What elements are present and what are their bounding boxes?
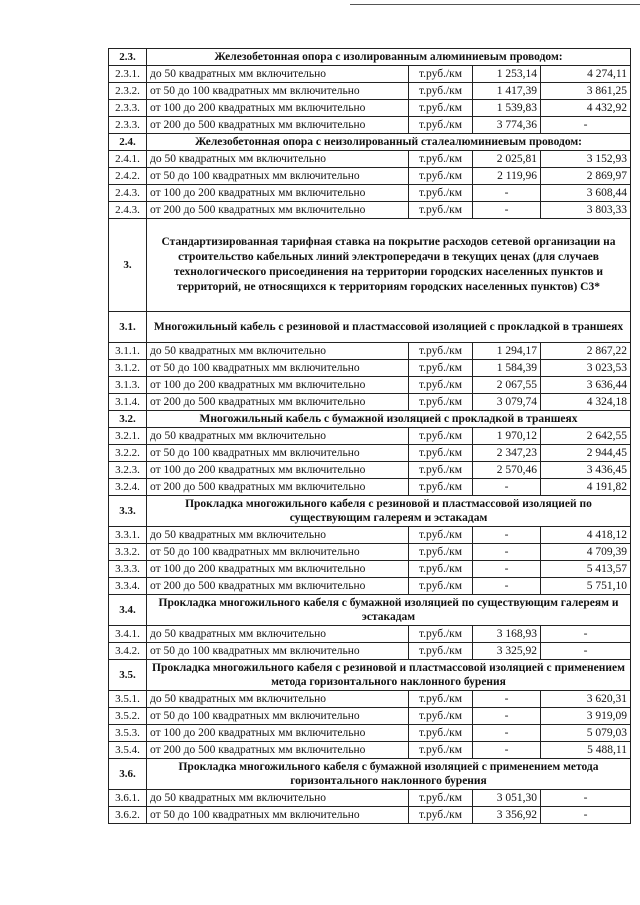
row-number: 2.3.3. xyxy=(109,100,147,117)
row-description: от 200 до 500 квадратных мм включительно xyxy=(147,202,409,219)
row-number: 3.2.4. xyxy=(109,479,147,496)
section-number: 3.5. xyxy=(109,660,147,691)
row-value-2: 3 861,25 xyxy=(541,83,631,100)
row-description: от 200 до 500 квадратных мм включительно xyxy=(147,742,409,759)
row-unit: т.руб./км xyxy=(409,807,473,824)
table-row xyxy=(109,807,631,824)
row-value-2: 3 436,45 xyxy=(541,462,631,479)
row-unit: т.руб./км xyxy=(409,691,473,708)
row-description: до 50 квадратных мм включительно xyxy=(147,343,409,360)
row-description: от 50 до 100 квадратных мм включительно xyxy=(147,544,409,561)
row-value-1: - xyxy=(473,578,541,595)
row-description: до 50 квадратных мм включительно xyxy=(147,428,409,445)
row-value-1: 1 294,17 xyxy=(473,343,541,360)
row-description: до 50 квадратных мм включительно xyxy=(147,527,409,544)
row-unit: т.руб./км xyxy=(409,117,473,134)
row-unit: т.руб./км xyxy=(409,360,473,377)
row-number: 3.1.4. xyxy=(109,394,147,411)
row-value-1: 3 079,74 xyxy=(473,394,541,411)
row-unit: т.руб./км xyxy=(409,394,473,411)
row-number: 2.3.1. xyxy=(109,66,147,83)
row-value-1: 1 417,39 xyxy=(473,83,541,100)
row-description: от 100 до 200 квадратных мм включительно xyxy=(147,725,409,742)
row-description: от 50 до 100 квадратных мм включительно xyxy=(147,708,409,725)
row-value-1: - xyxy=(473,185,541,202)
section-title: Железобетонная опора с неизолированный сталеалюминиевым проводом: xyxy=(147,134,631,151)
table-row xyxy=(109,643,631,660)
row-description: от 100 до 200 квадратных мм включительно xyxy=(147,561,409,578)
row-number: 2.4.1. xyxy=(109,151,147,168)
section-title: Прокладка многожильного кабеля с бумажной изоляцией с применением метода горизонтального наклонного бурения xyxy=(147,759,631,790)
table-row xyxy=(109,578,631,595)
section-title: Многожильный кабель с бумажной изоляцией с прокладкой в траншеях xyxy=(147,411,631,428)
table-row xyxy=(109,626,631,643)
section-number: 3.3. xyxy=(109,496,147,527)
section-header-row xyxy=(109,496,631,527)
row-description: до 50 квадратных мм включительно xyxy=(147,790,409,807)
section-number: 3. xyxy=(109,219,147,312)
row-description: от 100 до 200 квадратных мм включительно xyxy=(147,462,409,479)
tariff-table xyxy=(108,48,631,824)
row-unit: т.руб./км xyxy=(409,428,473,445)
row-unit: т.руб./км xyxy=(409,185,473,202)
table-row xyxy=(109,83,631,100)
tariff-table-body xyxy=(109,49,631,824)
row-unit: т.руб./км xyxy=(409,742,473,759)
row-value-2: 5 079,03 xyxy=(541,725,631,742)
row-value-2: 4 324,18 xyxy=(541,394,631,411)
table-row xyxy=(109,725,631,742)
section-title: Прокладка многожильного кабеля с бумажной изоляцией по существующим галереям и эстакадам xyxy=(147,595,631,626)
row-value-2: 4 274,11 xyxy=(541,66,631,83)
row-value-1: - xyxy=(473,561,541,578)
row-unit: т.руб./км xyxy=(409,343,473,360)
row-value-1: - xyxy=(473,725,541,742)
row-description: от 100 до 200 квадратных мм включительно xyxy=(147,377,409,394)
table-row xyxy=(109,360,631,377)
row-value-1: 3 356,92 xyxy=(473,807,541,824)
row-number: 3.1.2. xyxy=(109,360,147,377)
table-row xyxy=(109,742,631,759)
row-number: 3.5.1. xyxy=(109,691,147,708)
table-row xyxy=(109,544,631,561)
row-description: от 50 до 100 квадратных мм включительно xyxy=(147,643,409,660)
row-unit: т.руб./км xyxy=(409,168,473,185)
row-number: 3.3.2. xyxy=(109,544,147,561)
section-number: 3.6. xyxy=(109,759,147,790)
row-value-2: - xyxy=(541,643,631,660)
table-row xyxy=(109,66,631,83)
row-value-1: 2 570,46 xyxy=(473,462,541,479)
row-unit: т.руб./км xyxy=(409,377,473,394)
table-row xyxy=(109,527,631,544)
row-description: от 50 до 100 квадратных мм включительно xyxy=(147,83,409,100)
row-number: 2.3.2. xyxy=(109,83,147,100)
section-title: Прокладка многожильного кабеля с резиновой и пластмассовой изоляцией с применением метода горизонтального наклонного бурения xyxy=(147,660,631,691)
row-unit: т.руб./км xyxy=(409,83,473,100)
row-unit: т.руб./км xyxy=(409,202,473,219)
row-value-1: 3 325,92 xyxy=(473,643,541,660)
row-number: 3.2.2. xyxy=(109,445,147,462)
row-description: от 50 до 100 квадратных мм включительно xyxy=(147,807,409,824)
row-value-1: 1 253,14 xyxy=(473,66,541,83)
row-number: 3.3.1. xyxy=(109,527,147,544)
row-description: от 50 до 100 квадратных мм включительно xyxy=(147,445,409,462)
row-value-2: 3 636,44 xyxy=(541,377,631,394)
row-value-1: - xyxy=(473,527,541,544)
table-row xyxy=(109,428,631,445)
section-header-row xyxy=(109,595,631,626)
row-description: до 50 квадратных мм включительно xyxy=(147,66,409,83)
row-value-2: 4 191,82 xyxy=(541,479,631,496)
row-number: 2.4.3. xyxy=(109,185,147,202)
table-row xyxy=(109,708,631,725)
row-value-1: 3 168,93 xyxy=(473,626,541,643)
section-number: 3.4. xyxy=(109,595,147,626)
row-unit: т.руб./км xyxy=(409,790,473,807)
row-unit: т.руб./км xyxy=(409,100,473,117)
row-value-1: - xyxy=(473,479,541,496)
table-row xyxy=(109,479,631,496)
row-description: от 200 до 500 квадратных мм включительно xyxy=(147,578,409,595)
row-number: 3.3.4. xyxy=(109,578,147,595)
row-description: до 50 квадратных мм включительно xyxy=(147,691,409,708)
row-value-2: - xyxy=(541,790,631,807)
table-row xyxy=(109,462,631,479)
table-row xyxy=(109,168,631,185)
row-value-2: 3 023,53 xyxy=(541,360,631,377)
section-header-row xyxy=(109,49,631,66)
row-value-2: 5 413,57 xyxy=(541,561,631,578)
row-unit: т.руб./км xyxy=(409,66,473,83)
table-row xyxy=(109,185,631,202)
row-unit: т.руб./км xyxy=(409,544,473,561)
row-value-1: 1 970,12 xyxy=(473,428,541,445)
row-number: 3.1.3. xyxy=(109,377,147,394)
row-value-2: 2 867,22 xyxy=(541,343,631,360)
table-row xyxy=(109,117,631,134)
row-unit: т.руб./км xyxy=(409,643,473,660)
row-value-2: 2 944,45 xyxy=(541,445,631,462)
row-value-1: 3 051,30 xyxy=(473,790,541,807)
row-value-2: - xyxy=(541,807,631,824)
row-value-1: 2 347,23 xyxy=(473,445,541,462)
table-row xyxy=(109,151,631,168)
row-unit: т.руб./км xyxy=(409,151,473,168)
row-unit: т.руб./км xyxy=(409,708,473,725)
section-number: 3.1. xyxy=(109,312,147,343)
row-description: от 100 до 200 квадратных мм включительно xyxy=(147,185,409,202)
row-unit: т.руб./км xyxy=(409,527,473,544)
section-header-row xyxy=(109,411,631,428)
row-number: 3.5.2. xyxy=(109,708,147,725)
section-header-row xyxy=(109,312,631,343)
row-value-2: 3 919,09 xyxy=(541,708,631,725)
row-description: от 200 до 500 квадратных мм включительно xyxy=(147,394,409,411)
section-number: 3.2. xyxy=(109,411,147,428)
row-value-2: 5 751,10 xyxy=(541,578,631,595)
row-number: 2.4.3. xyxy=(109,202,147,219)
table-row xyxy=(109,377,631,394)
table-row xyxy=(109,394,631,411)
row-unit: т.руб./км xyxy=(409,462,473,479)
table-row xyxy=(109,445,631,462)
row-unit: т.руб./км xyxy=(409,626,473,643)
row-unit: т.руб./км xyxy=(409,561,473,578)
row-description: от 200 до 500 квадратных мм включительно xyxy=(147,117,409,134)
row-value-1: - xyxy=(473,544,541,561)
row-value-1: - xyxy=(473,691,541,708)
table-row xyxy=(109,343,631,360)
row-value-2: 2 642,55 xyxy=(541,428,631,445)
row-value-1: 2 067,55 xyxy=(473,377,541,394)
section-header-row xyxy=(109,660,631,691)
row-value-1: 2 119,96 xyxy=(473,168,541,185)
row-value-1: - xyxy=(473,202,541,219)
section-number: 2.3. xyxy=(109,49,147,66)
row-value-2: - xyxy=(541,117,631,134)
row-description: от 50 до 100 квадратных мм включительно xyxy=(147,360,409,377)
row-number: 3.2.3. xyxy=(109,462,147,479)
row-description: до 50 квадратных мм включительно xyxy=(147,151,409,168)
section-header-row xyxy=(109,134,631,151)
row-value-2: 4 709,39 xyxy=(541,544,631,561)
row-description: от 100 до 200 квадратных мм включительно xyxy=(147,100,409,117)
row-value-1: 1 539,83 xyxy=(473,100,541,117)
row-number: 2.3.3. xyxy=(109,117,147,134)
section-header-row xyxy=(109,759,631,790)
row-value-1: 3 774,36 xyxy=(473,117,541,134)
row-number: 3.6.2. xyxy=(109,807,147,824)
section-title: Стандартизированная тарифная ставка на покрытие расходов сетевой организации на строительство кабельных линий электропередачи в текущих ценах (для случаев технологического присоединения на территории городских населенных пунктов и территорий, не относящихся к территориям городских населенных пунктов) С3* xyxy=(147,219,631,312)
table-row xyxy=(109,202,631,219)
row-unit: т.руб./км xyxy=(409,445,473,462)
row-number: 3.3.3. xyxy=(109,561,147,578)
section-number: 2.4. xyxy=(109,134,147,151)
row-value-1: 1 584,39 xyxy=(473,360,541,377)
row-value-2: 5 488,11 xyxy=(541,742,631,759)
row-description: от 50 до 100 квадратных мм включительно xyxy=(147,168,409,185)
row-value-2: 3 152,93 xyxy=(541,151,631,168)
row-value-2: 4 432,92 xyxy=(541,100,631,117)
row-number: 2.4.2. xyxy=(109,168,147,185)
table-row xyxy=(109,561,631,578)
row-number: 3.5.3. xyxy=(109,725,147,742)
table-row xyxy=(109,100,631,117)
page-top-rule xyxy=(350,4,640,5)
row-description: до 50 квадратных мм включительно xyxy=(147,626,409,643)
row-number: 3.4.1. xyxy=(109,626,147,643)
row-value-2: 2 869,97 xyxy=(541,168,631,185)
section-title: Железобетонная опора с изолированным алюминиевым проводом: xyxy=(147,49,631,66)
row-number: 3.2.1. xyxy=(109,428,147,445)
row-value-2: 3 620,31 xyxy=(541,691,631,708)
row-unit: т.руб./км xyxy=(409,725,473,742)
row-number: 3.1.1. xyxy=(109,343,147,360)
row-value-1: 2 025,81 xyxy=(473,151,541,168)
table-row xyxy=(109,790,631,807)
table-row xyxy=(109,691,631,708)
row-number: 3.6.1. xyxy=(109,790,147,807)
row-description: от 200 до 500 квадратных мм включительно xyxy=(147,479,409,496)
row-value-1: - xyxy=(473,708,541,725)
section-title: Прокладка многожильного кабеля с резиновой и пластмассовой изоляцией по существующим галереям и эстакадам xyxy=(147,496,631,527)
section-title: Многожильный кабель с резиновой и пластмассовой изоляцией с прокладкой в траншеях xyxy=(147,312,631,343)
row-unit: т.руб./км xyxy=(409,479,473,496)
row-number: 3.4.2. xyxy=(109,643,147,660)
row-value-2: - xyxy=(541,626,631,643)
row-number: 3.5.4. xyxy=(109,742,147,759)
row-value-2: 4 418,12 xyxy=(541,527,631,544)
row-unit: т.руб./км xyxy=(409,578,473,595)
row-value-2: 3 608,44 xyxy=(541,185,631,202)
row-value-2: 3 803,33 xyxy=(541,202,631,219)
row-value-1: - xyxy=(473,742,541,759)
section-header-row xyxy=(109,219,631,312)
